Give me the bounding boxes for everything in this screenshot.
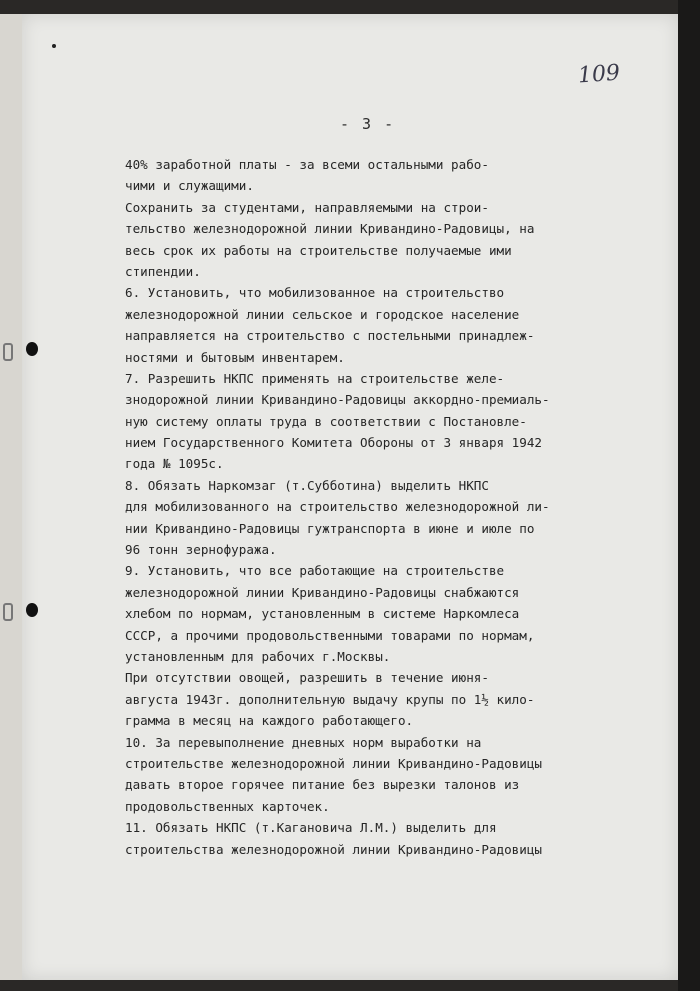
document-body: [125, 154, 635, 860]
page-header: - 3 -: [340, 115, 396, 133]
text-line: направляется на строительство с постельными принадлеж-: [125, 328, 535, 344]
text-line: При отсутствии овощей, разрешить в течение июня-: [125, 670, 489, 686]
text-line: железнодорожной линии сельское и городское население: [125, 306, 520, 322]
scan-edge: [678, 0, 700, 991]
text-line: 40% заработной платы - за всеми остальными рабо-: [125, 157, 489, 172]
text-line: 9. Установить, что все работающие на строительстве: [125, 563, 505, 579]
text-line: Сохранить за студентами, направляемыми на строи-: [125, 199, 489, 215]
text-line: давать второе горячее питание без вырезки талонов из: [125, 777, 520, 793]
text-line: стипендии.: [125, 263, 201, 279]
text-line: СССР, а прочими продовольственными товарами по нормам,: [125, 627, 535, 643]
text-line: 96 тонн зернофуража.: [125, 542, 277, 558]
text-line: ную систему оплаты труда в соответствии с Постановле-: [125, 413, 527, 429]
text-line: тельство железнодорожной линии Кривандино-Радовицы, на: [125, 221, 535, 237]
text-line: 8. Обязать Наркомзаг (т.Субботина) выделить НКПС: [125, 477, 489, 493]
text-line: для мобилизованного на строительство железнодорожной ли-: [125, 499, 550, 515]
text-line: железнодорожной линии Кривандино-Радовицы снабжаются: [125, 584, 520, 600]
text-line: чими и служащими.: [125, 178, 254, 194]
text-line: грамма в месяц на каждого работающего.: [125, 713, 414, 729]
text-line: года № 1095с.: [125, 456, 224, 472]
binding-clip: [3, 343, 13, 361]
text-line: весь срок их работы на строительстве получаемые ими: [125, 242, 512, 258]
text-line: строительстве железнодорожной линии Кривандино-Радовицы: [125, 755, 543, 771]
text-line: 6. Установить, что мобилизованное на строительство: [125, 285, 505, 301]
text-line: 10. За перевыполнение дневных норм выработки на: [125, 734, 482, 750]
archive-page-number: 109: [577, 60, 621, 89]
text-line: 11. Обязать НКПС (т.Кагановича Л.М.) выделить для: [125, 820, 497, 836]
text-line: хлебом по нормам, установленным в системе Наркомлеса: [125, 606, 520, 622]
text-line: августа 1943г. дополнительную выдачу крупы по 1½ кило-: [125, 691, 535, 707]
text-line: продовольственных карточек.: [125, 798, 330, 814]
punch-hole: [26, 603, 38, 617]
text-line: строительства железнодорожной линии Кривандино-Радовицы: [125, 841, 543, 857]
text-line: ностями и бытовым инвентарем.: [125, 349, 345, 365]
binding-clip: [3, 603, 13, 621]
paper-spot: [52, 44, 56, 48]
text-line: знодорожной линии Кривандино-Радовицы аккордно-премиаль-: [125, 392, 550, 408]
text-line: установленным для рабочих г.Москвы.: [125, 648, 391, 664]
left-binding-margin: [0, 14, 22, 980]
text-line: нием Государственного Комитета Обороны от 3 января 1942: [125, 435, 543, 451]
text-line: 7. Разрешить НКПС применять на строительстве желе-: [125, 370, 505, 386]
punch-hole: [26, 342, 38, 356]
text-line: нии Кривандино-Радовицы гужтранспорта в июне и июле по: [125, 520, 535, 536]
